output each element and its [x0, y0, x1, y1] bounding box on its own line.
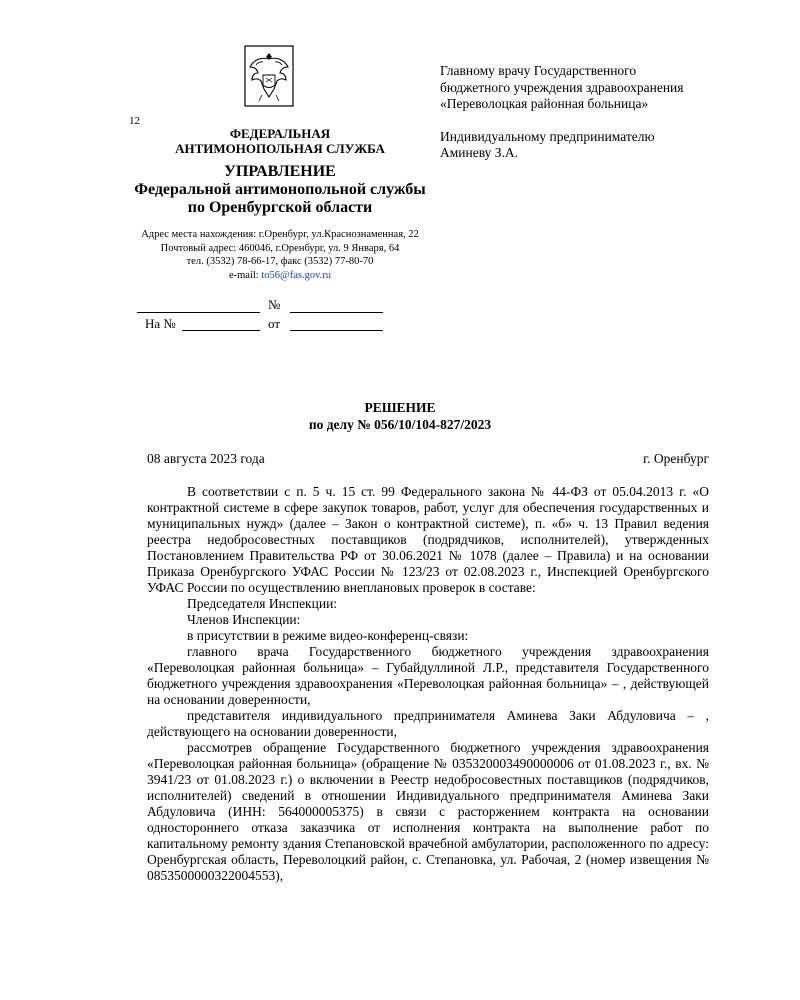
- org-name: [125, 126, 435, 156]
- address-email-row: [115, 269, 445, 283]
- body-paragraph: в присутствии в режиме видео-конференц-связи:: [187, 628, 469, 643]
- recipient2-line2: Аминеву З.А.: [440, 145, 519, 160]
- address-phone: тел. (3532) 78-66-17, факс (3532) 77-80-70: [186, 256, 374, 267]
- ref-no-line: [182, 318, 260, 331]
- department-line3: по Оренбургской области: [187, 199, 373, 216]
- title-line1: РЕШЕНИЕ: [364, 400, 436, 415]
- ref-no-label: На №: [145, 316, 176, 331]
- department-name: [125, 163, 435, 217]
- coat-of-arms-icon: [244, 45, 294, 107]
- reg-no-line: [290, 300, 383, 313]
- document-body: [147, 484, 709, 884]
- body-paragraph: представителя индивидуального предпринимателя Аминева Заки Абдуловича – , действующего на основании доверенности,: [147, 708, 709, 739]
- address-block: [115, 228, 445, 282]
- body-paragraph: главного врача Государственного бюджетного учреждения здравоохранения «Переволоцкая районная больница» – Губайдуллиной Л.Р., представителя Государственного бюджетного учреждения здравоохранения «Переволоцкая районная больница» – , действующей на основании доверенности,: [147, 644, 709, 707]
- date-city-row: [147, 451, 709, 467]
- department-line2: Федеральной антимонопольной службы: [134, 181, 426, 198]
- recipient2-line1: Индивидуальному предпринимателю: [440, 128, 655, 144]
- document-title: [0, 400, 800, 433]
- body-paragraph: Председателя Инспекции:: [187, 596, 338, 611]
- body-paragraph: В соответствии с п. 5 ч. 15 ст. 99 Федерального закона № 44-ФЗ от 05.04.2013 г. «О контрактной системе в сфере закупок товаров, работ, услуг для обеспечения государственных и муниципальных нужд» (далее – Закон о контрактной системе), п. «б» ч. 13 Правил ведения реестра недобросовестных поставщиков (подрядчиков, исполнителей), утвержденных Постановлением Правительства РФ от 30.06.2021 № 1078 (далее – Правила) и на основании Приказа Оренбургского УФАС России № 123/23 от 02.08.2023 г., Инспекцией Оренбургского УФАС России по осуществлению внеплановых проверок в составе:: [147, 484, 709, 595]
- body-paragraph: рассмотрев обращение Государственного бюджетного учреждения здравоохранения «Переволоцкая районная больница» (обращение № 035320003490000006 от 01.08.2023 г., вх. № 3941/23 от 01.08.2023 г.) о включении в Реестр недобросовестных поставщиков (подрядчиков, исполнителей) сведений в отношении Индивидуального предпринимателя Аминева Заки Абдуловича (ИНН: 564000005375) в связи с расторжением контракта на основании одностороннего отказа заказчика от исполнения контракта на выполнение работ по капитальному ремонту здания Степановской врачебной амбулатории, расположенного по адресу: Оренбургская область, Переволоцкий район, с. Степановка, ул. Рабочая, 2 (номер извещения № 0853500000322004553),: [147, 740, 709, 883]
- recipient1-line1: Главному врачу Государственного: [440, 63, 637, 78]
- reg-no-label: №: [268, 297, 281, 312]
- recipient1-line3: «Переволоцкая районная больница»: [440, 96, 649, 111]
- body-paragraph: Членов Инспекции:: [187, 612, 301, 627]
- recipient1-line2: бюджетного учреждения здравоохранения: [440, 79, 684, 95]
- page-number: 12: [129, 115, 140, 127]
- department-line1: УПРАВЛЕНИЕ: [224, 163, 336, 180]
- email-label: e-mail:: [228, 269, 262, 281]
- ref-from-line: [290, 318, 383, 331]
- ref-from-label: от: [268, 316, 281, 331]
- address-postal: Почтовый адрес: 460046, г.Оренбург, ул. 9 Января, 64: [160, 242, 400, 254]
- document-city: г. Оренбург: [643, 451, 709, 466]
- org-name-line2: АНТИМОНОПОЛЬНАЯ СЛУЖБА: [175, 141, 385, 156]
- org-name-line1: ФЕДЕРАЛЬНАЯ: [229, 126, 331, 141]
- title-line2: по делу № 056/10/104-827/2023: [308, 416, 492, 432]
- address-location: Адрес места нахождения: г.Оренбург, ул.Краснознаменная, 22: [141, 229, 419, 240]
- reg-number-line: [137, 300, 260, 313]
- recipients-block: [440, 63, 780, 162]
- document-date: 08 августа 2023 года: [147, 451, 265, 466]
- email-link[interactable]: to56@fas.gov.ru: [261, 269, 332, 281]
